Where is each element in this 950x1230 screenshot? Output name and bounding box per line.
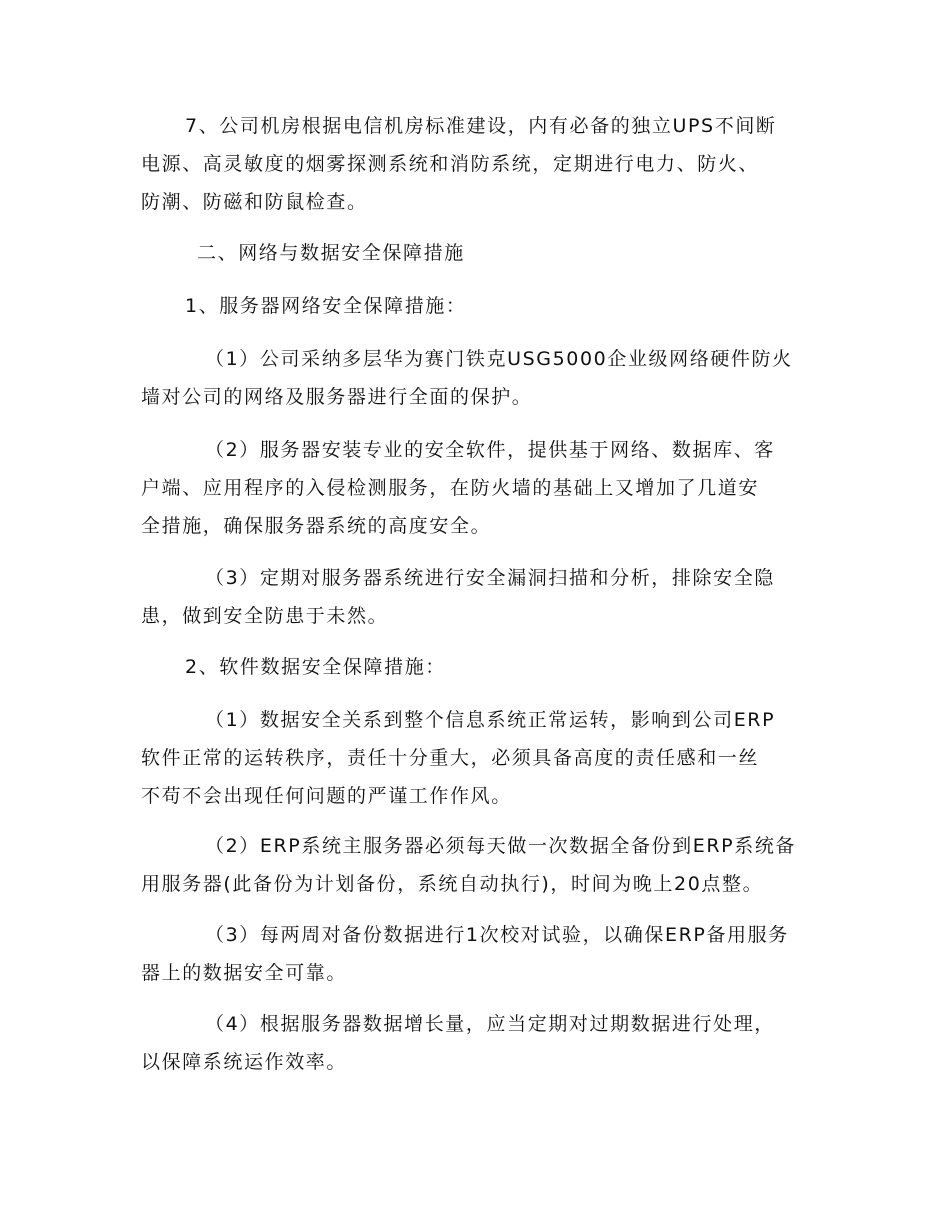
text-line: （2）服务器安装专业的安全软件，提供基于网络、数据库、客 xyxy=(205,439,775,461)
text-line: 不苟不会出现任何问题的严谨工作作风。 xyxy=(141,785,512,807)
paragraph-machine-room xyxy=(141,107,821,221)
text-line: （1）数据安全关系到整个信息系统正常运转，影响到公司ERP xyxy=(205,709,776,731)
text-line: （4）根据服务器数据增长量，应当定期对过期数据进行处理， xyxy=(205,1013,775,1035)
paragraph-expired-data xyxy=(141,1005,821,1081)
subheading-server-network: 1、服务器网络安全保障措施： xyxy=(185,295,467,317)
section-heading: 二、网络与数据安全保障措施 xyxy=(197,242,465,264)
text-line: （2）ERP系统主服务器必须每天做一次数据全备份到ERP系统备 xyxy=(205,835,797,857)
text-line: 软件正常的运转秩序，责任十分重大，必须具备高度的责任感和一丝 xyxy=(141,747,760,769)
paragraph-security-software xyxy=(141,431,821,545)
text-line: 全措施，确保服务器系统的高度安全。 xyxy=(141,515,492,537)
subheading-software-data: 2、软件数据安全保障措施： xyxy=(185,656,446,678)
paragraph-firewall xyxy=(141,340,821,416)
text-line: 7、公司机房根据电信机房标准建设，内有必备的独立UPS不间断 xyxy=(185,115,777,137)
text-line: 器上的数据安全可靠。 xyxy=(141,962,348,984)
text-line: 以保障系统运作效率。 xyxy=(141,1051,348,1073)
text-line: 户端、应用程序的入侵检测服务，在防火墙的基础上又增加了几道安 xyxy=(141,477,760,499)
paragraph-daily-backup xyxy=(141,827,821,903)
text-line: 电源、高灵敏度的烟雾探测系统和消防系统，定期进行电力、防火、 xyxy=(141,153,760,175)
text-line: （3）每两周对备份数据进行1次校对试验，以确保ERP备用服务 xyxy=(205,924,789,946)
text-line: 患，做到安全防患于未然。 xyxy=(141,605,389,627)
text-line: （1）公司采纳多层华为赛门铁克USG5000企业级网络硬件防火 xyxy=(205,348,793,370)
paragraph-data-security xyxy=(141,701,821,815)
text-line: （3）定期对服务器系统进行安全漏洞扫描和分析，排除安全隐 xyxy=(205,567,775,589)
text-line: 墙对公司的网络及服务器进行全面的保护。 xyxy=(141,386,533,408)
text-line: 防潮、防磁和防鼠检查。 xyxy=(141,191,368,213)
paragraph-vulnerability-scan xyxy=(141,559,821,635)
text-line: 用服务器(此备份为计划备份，系统自动执行)，时间为晚上20点整。 xyxy=(141,873,764,895)
paragraph-backup-verification xyxy=(141,916,821,992)
